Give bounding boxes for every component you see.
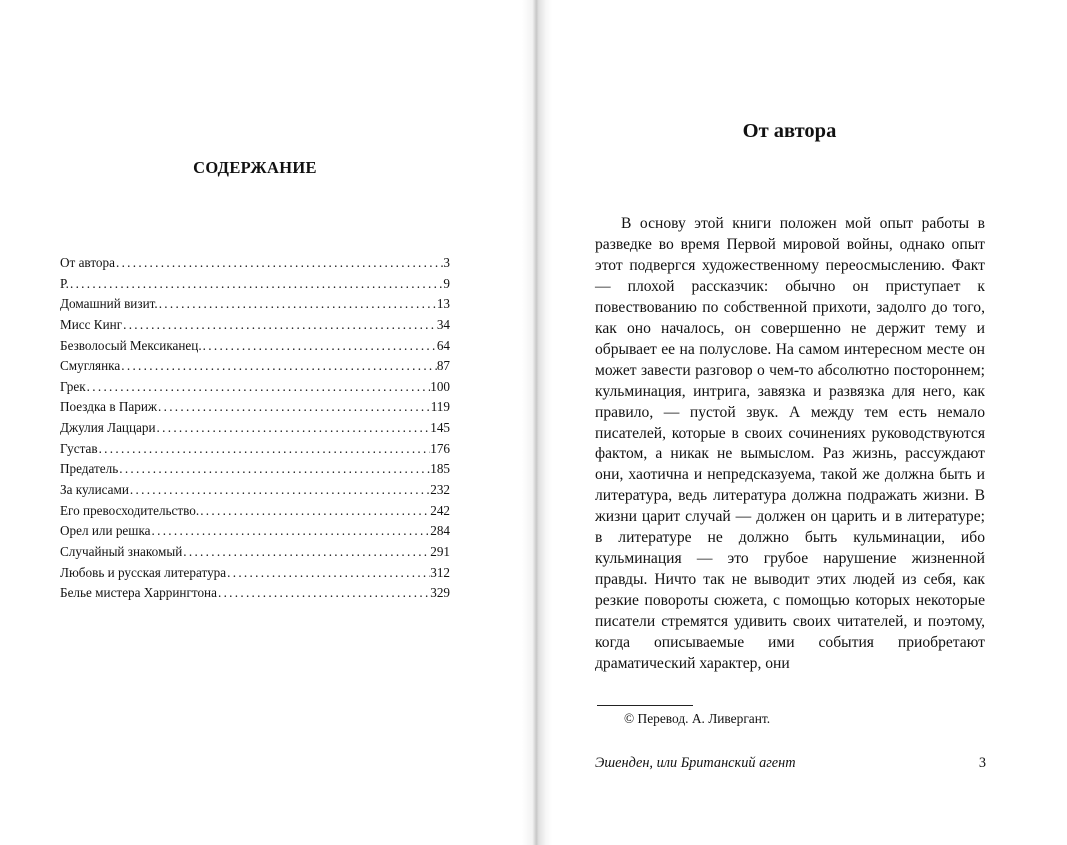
toc-entry	[60, 418, 450, 439]
toc-entry-page: 87	[436, 358, 450, 374]
footnote-divider	[597, 705, 693, 706]
toc-entry-page: 34	[436, 316, 450, 332]
toc-entry-title: Предатель	[60, 461, 119, 477]
toc-leader-dots	[86, 377, 431, 398]
footnote: © Перевод. А. Ливергант.	[624, 711, 771, 726]
toc-entry	[60, 542, 450, 563]
toc-leader-dots	[217, 583, 430, 604]
toc-leader-dots	[120, 356, 437, 377]
toc-entry-page: 242	[430, 502, 450, 518]
toc-entry-title: Джулия Лаццари	[60, 420, 156, 436]
toc-leader-dots	[129, 480, 430, 501]
toc-leader-dots	[122, 315, 437, 336]
toc-entry-title: Мисс Кинг	[60, 316, 123, 332]
toc-entry	[60, 274, 450, 295]
toc-leader-dots	[199, 501, 430, 522]
toc-entry-page: 3	[443, 255, 450, 270]
toc-entry-title: Орел или решка	[60, 523, 151, 539]
toc-entry-page: 232	[430, 482, 450, 498]
toc-leader-dots	[156, 418, 431, 439]
toc-entry	[60, 315, 450, 336]
contents-title: СОДЕРЖАНИЕ	[193, 158, 317, 177]
toc-entry-page: 100	[430, 378, 450, 394]
author-preface-title: От автора	[742, 120, 837, 142]
toc-entry-title: Грек	[60, 378, 86, 394]
toc-entry-title: Густав	[60, 440, 98, 456]
toc-entry	[60, 501, 450, 522]
toc-leader-dots	[157, 397, 431, 418]
toc-entry-title: Его превосходительство.	[60, 502, 200, 518]
toc-entry	[60, 294, 450, 315]
toc-entry	[60, 397, 450, 418]
toc-entry	[60, 356, 450, 377]
toc-entry-page: 312	[430, 564, 450, 580]
toc-entry-title: Случайный знакомый	[60, 543, 183, 559]
toc-leader-dots	[226, 563, 430, 584]
toc-entry-title: За кулисами	[60, 482, 129, 498]
toc-entry	[60, 521, 450, 542]
toc-leader-dots	[151, 521, 431, 542]
toc-entry	[60, 336, 450, 357]
toc-entry	[60, 583, 450, 604]
toc-leader-dots	[202, 336, 437, 357]
toc-entry-title: От автора	[60, 255, 115, 270]
toc-entry-title: Смуглянка	[60, 358, 121, 374]
toc-entry-title: Любовь и русская литература	[60, 564, 227, 580]
toc-entry	[60, 253, 450, 274]
toc-leader-dots	[98, 439, 431, 460]
author-preface-body	[595, 214, 985, 675]
toc-entry-title: Белье мистера Харрингтона	[60, 585, 217, 601]
toc-entry-title: Домашний визит.	[60, 296, 158, 312]
toc-entry-page: 9	[443, 275, 450, 291]
toc-entry	[60, 480, 450, 501]
toc-leader-dots	[118, 459, 430, 480]
toc-entry-page: 291	[430, 543, 450, 559]
toc-leader-dots	[182, 542, 430, 563]
toc-entry-page: 64	[436, 337, 450, 353]
toc-entry-page: 176	[430, 440, 450, 456]
toc-entry-title: Безволосый Мексиканец.	[60, 337, 202, 353]
toc-entry-page: 284	[430, 523, 450, 539]
toc-entry	[60, 377, 450, 398]
toc-leader-dots	[69, 274, 443, 295]
toc-entry-page: 119	[430, 399, 450, 415]
toc-entry-page: 185	[430, 461, 450, 477]
left-page	[0, 0, 532, 845]
toc-entry	[60, 459, 450, 480]
contents-list	[60, 253, 450, 604]
toc-entry	[60, 439, 450, 460]
running-title: Эшенден, или Британский агент	[595, 755, 796, 771]
body-paragraph: В основу этой книги положен мой опыт работы в разведке во время Первой мировой войны, однако опыт этот подвергся художественному переосмыслению. Факт — плохой рассказчик: обычно он приступает к повествованию по собственной прихоти, задолго до того, как оно началось, он совершенно не держит тему и обрывает ее на полуслове. На самом интересном месте он может завести разговор о чем-то абсолютно постороннем; кульминация, интрига, завязка и развязка для него, как правило, — пустой звук. А между тем есть немало писателей, которые в своих сочинениях руководствуются фактом, а никак не вымыслом. Раз жизнь, рассуждают они, хаотична и непредсказуема, такой же должна быть и литература, ведь литература должна подражать жизни. В жизни царит случай — должен он царить и в литературе; в литературе не должно быть кульминации, ибо кульминация — это грубое нарушение жизненной правды. Ничто так не выводит этих людей из себя, как резкие повороты сюжета, с помощью которых некоторые писатели стремятся удивить своих читателей, и поэтому, когда описываемые ими события приобретают драматический характер, они	[595, 215, 985, 673]
toc-entry-title: Р.	[60, 275, 69, 291]
toc-entry-title: Поездка в Париж	[60, 399, 157, 415]
page-number: 3	[978, 755, 986, 771]
toc-leader-dots	[158, 294, 437, 315]
toc-leader-dots	[115, 253, 443, 274]
toc-entry	[60, 563, 450, 584]
toc-entry-page: 329	[430, 585, 450, 601]
toc-entry-page: 13	[436, 296, 450, 312]
toc-entry-page: 145	[430, 420, 450, 436]
